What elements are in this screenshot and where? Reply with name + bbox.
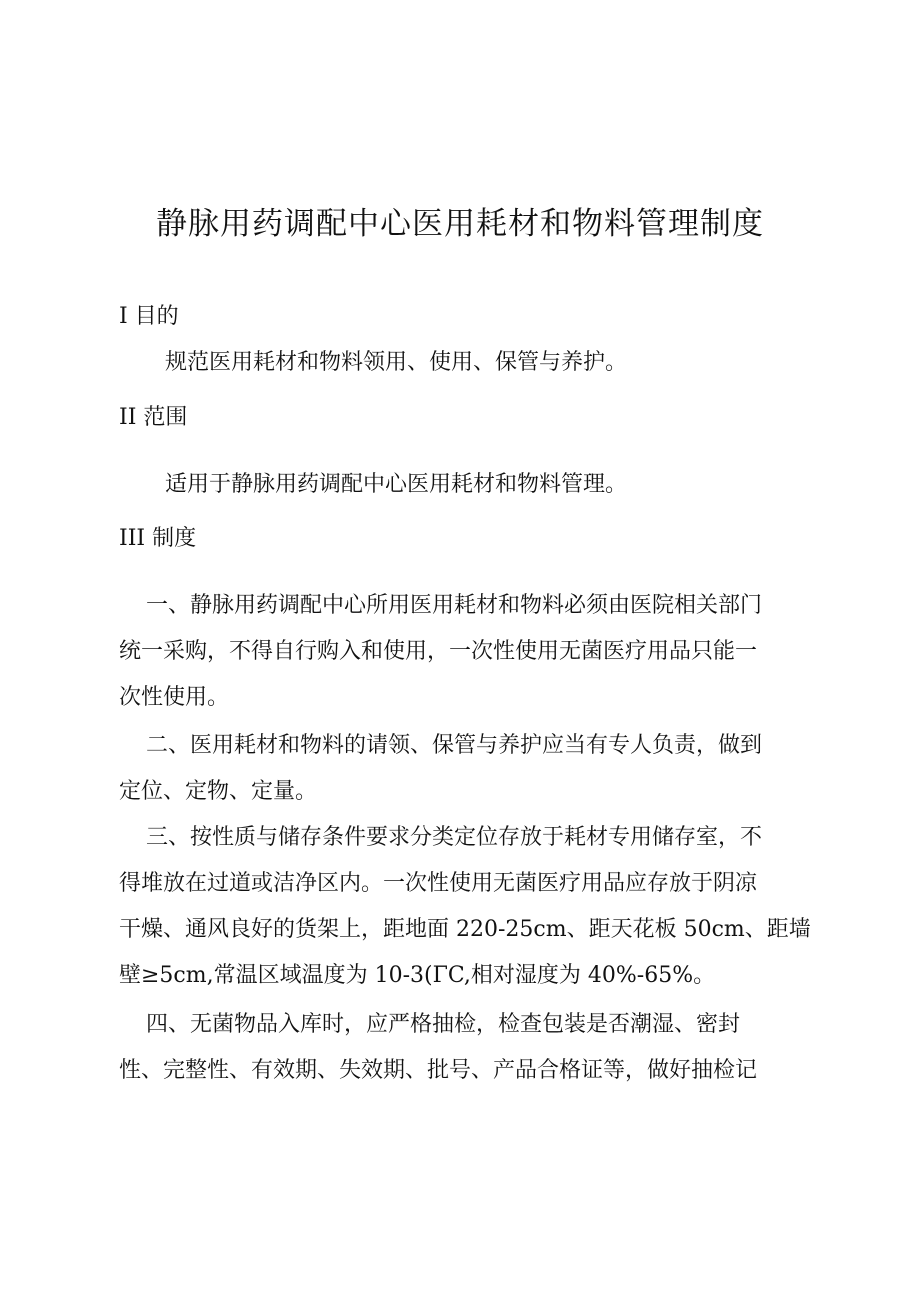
policy-paragraph-3-line-3: 干燥、通风良好的货架上，距地面 220-25cm、距天花板 50cm、距墙 (119, 917, 811, 942)
policy-paragraph-1-line-1: 一、静脉用药调配中心所用医用耗材和物料必须由医院相关部门 (146, 593, 763, 618)
section-text-purpose: 规范医用耗材和物料领用、使用、保管与养护。 (165, 350, 628, 375)
section-heading-policy: III 制度 (119, 526, 197, 551)
policy-paragraph-3-line-2: 得堆放在过道或洁净区内。一次性使用无菌医疗用品应存放于阴凉 (119, 871, 758, 896)
section-heading-purpose: I 目的 (119, 304, 179, 329)
policy-paragraph-3-line-1: 三、按性质与储存条件要求分类定位存放于耗材专用储存室，不 (146, 825, 763, 850)
document-title: 静脉用药调配中心医用耗材和物料管理制度 (156, 206, 764, 242)
policy-paragraph-4-line-1: 四、无菌物品入库时，应严格抽检，检查包装是否潮湿、密封 (146, 1012, 741, 1037)
policy-paragraph-4-line-2: 性、完整性、有效期、失效期、批号、产品合格证等，做好抽检记 (119, 1058, 758, 1083)
policy-paragraph-1-line-2: 统一采购，不得自行购入和使用，一次性使用无菌医疗用品只能一 (119, 639, 758, 664)
policy-paragraph-2-line-2: 定位、定物、定量。 (119, 779, 318, 804)
policy-paragraph-1-line-3: 次性使用。 (119, 685, 230, 710)
policy-paragraph-2-line-1: 二、医用耗材和物料的请领、保管与养护应当有专人负责，做到 (146, 733, 763, 758)
policy-paragraph-3-line-4: 壁≥5cm,常温区域温度为 10-3(ΓC,相对湿度为 40%-65%。 (119, 963, 716, 988)
section-text-scope: 适用于静脉用药调配中心医用耗材和物料管理。 (165, 472, 628, 497)
section-heading-scope: II 范围 (119, 405, 188, 430)
